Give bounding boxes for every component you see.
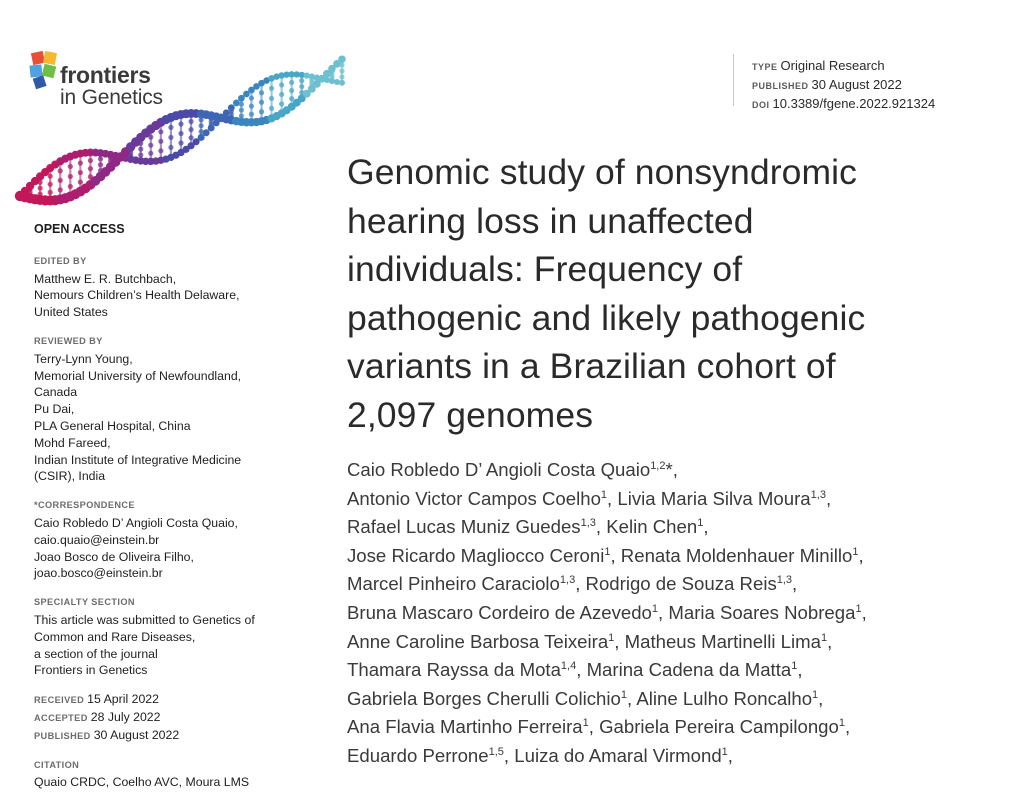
helix-dot — [259, 100, 264, 105]
helix-dot — [339, 68, 344, 73]
author-name[interactable]: Thamara Rayssa da Mota — [347, 659, 561, 681]
helix-dot — [158, 129, 163, 134]
author-separator: , — [627, 687, 637, 709]
author-row — [347, 599, 867, 628]
author-name[interactable]: Kelin Chen — [606, 516, 698, 538]
corresponding-author-mark: * — [665, 459, 673, 480]
helix-dot — [148, 143, 153, 148]
author-name[interactable]: Gabriela Borges Cherulli Colichio — [347, 687, 621, 709]
helix-dot — [279, 82, 284, 87]
author-separator: , — [858, 544, 864, 566]
author-affiliation: 1,3 — [810, 488, 826, 501]
citation-section: CITATION Quaio CRDC, Coelho AVC, Moura LMS — [34, 759, 250, 790]
author-affiliation: 1 — [852, 545, 859, 558]
title-line: variants in a Brazilian cohort of — [347, 346, 836, 386]
helix-dot — [228, 104, 235, 111]
author-row — [347, 570, 867, 599]
helix-dot — [78, 170, 83, 175]
author-separator: , — [575, 573, 586, 595]
helix-dot — [68, 184, 73, 189]
author-name[interactable]: Bruna Mascaro Cordeiro de Azevedo — [347, 601, 652, 623]
article-doi[interactable]: DOI 10.3389/fgene.2022.921324 — [752, 96, 936, 111]
meta-divider — [733, 54, 734, 106]
author-separator: , — [658, 601, 669, 623]
helix-dot — [38, 186, 43, 191]
article-title — [347, 148, 987, 439]
helix-dot — [339, 63, 344, 68]
author-affiliation: 1,2 — [650, 460, 666, 472]
email-link[interactable]: joao.bosco@einstein.br — [34, 566, 163, 581]
author-affiliation: 1 — [604, 545, 611, 558]
helix-dot — [178, 121, 183, 126]
author-name[interactable]: Jose Ricardo Magliocco Ceroni — [347, 544, 605, 566]
article-published: PUBLISHED 30 August 2022 — [752, 77, 902, 92]
author-row — [347, 628, 867, 657]
title-line: hearing loss in unaffected — [347, 200, 754, 241]
published-date: PUBLISHED 30 August 2022 — [34, 727, 180, 742]
helix-dot — [299, 78, 304, 83]
author-row — [347, 656, 867, 685]
helix-dot — [138, 147, 143, 152]
helix-dot — [188, 127, 193, 132]
frontiers-cube-icon — [29, 51, 57, 89]
author-affiliation: 1,3 — [580, 517, 596, 530]
author-name[interactable]: Gabriela Pereira Campilongo — [599, 716, 839, 738]
author-name[interactable]: Antonio Victor Campos Coelho — [347, 487, 601, 509]
author-affiliation: 1,5 — [488, 745, 504, 758]
title-line: 2,097 genomes — [347, 394, 594, 435]
journal-logo — [14, 46, 350, 208]
helix-dot — [138, 152, 143, 157]
author-affiliation: 1 — [855, 602, 862, 615]
author-name[interactable]: Luiza do Amaral Virmond — [514, 744, 722, 766]
author-affiliation: 1,3 — [559, 574, 576, 587]
helix-dot — [289, 88, 294, 93]
helix-dot — [329, 78, 335, 84]
author-separator: , — [703, 516, 709, 538]
helix-dot — [68, 164, 73, 169]
helix-dot — [98, 162, 103, 167]
helix-dot — [58, 187, 63, 192]
author-affiliation: 1,4 — [560, 660, 577, 673]
author-affiliation: 1 — [697, 517, 704, 530]
author-name[interactable]: Livia Maria Silva Moura — [617, 487, 811, 509]
helix-dot — [233, 100, 240, 107]
helix-dot — [289, 80, 294, 85]
helix-dot — [239, 107, 244, 112]
author-row — [347, 456, 867, 485]
author-separator: , — [614, 630, 625, 652]
helix-dot — [334, 79, 340, 85]
dates-section — [34, 691, 289, 744]
author-row — [347, 742, 867, 771]
author-separator: , — [827, 630, 833, 652]
author-name[interactable]: Marcel Pinheiro Caraciolo — [347, 573, 560, 595]
helix-dot — [339, 80, 345, 86]
author-separator: , — [825, 487, 832, 509]
article-meta — [752, 57, 935, 114]
author-list — [347, 456, 867, 771]
journal-name: in Genetics — [60, 86, 163, 109]
helix-dot — [48, 174, 53, 179]
title-line: individuals: Frequency of — [347, 249, 743, 289]
author-separator: , — [595, 516, 607, 538]
author-affiliation: 1 — [600, 488, 608, 501]
author-affiliation: 1 — [838, 717, 845, 730]
helix-dot — [279, 92, 284, 97]
helix-dot — [259, 109, 264, 114]
helix-dot — [78, 179, 83, 184]
author-name[interactable]: Ana Flavia Martinho Ferreira — [347, 716, 583, 738]
helix-dot — [208, 124, 215, 131]
helix-dot — [168, 135, 173, 140]
email-link[interactable]: caio.quaio@einstein.br — [34, 532, 160, 547]
helix-dot — [88, 166, 93, 171]
author-row — [347, 713, 867, 742]
author-affiliation: 1 — [721, 745, 728, 758]
author-row — [347, 513, 867, 542]
helix-dot — [178, 131, 183, 136]
author-name[interactable]: Eduardo Perrone — [347, 744, 489, 766]
helix-dot — [58, 178, 63, 183]
helix-dot — [249, 112, 254, 117]
helix-dot — [269, 86, 274, 91]
accepted-date: ACCEPTED 28 July 2022 — [34, 709, 161, 724]
helix-dot — [339, 74, 344, 79]
author-name[interactable]: Renata Moldenhauer Minillo — [620, 544, 853, 566]
author-affiliation: 1 — [651, 602, 659, 615]
author-separator: , — [588, 716, 600, 738]
helix-dot — [158, 139, 163, 144]
helix-dot — [269, 96, 274, 101]
helix-dot — [98, 156, 103, 161]
author-row — [347, 685, 867, 714]
author-affiliation: 1 — [608, 631, 615, 644]
author-name[interactable]: Rafael Lucas Muniz Guedes — [347, 516, 581, 538]
author-name[interactable]: Rodrigo de Souza Reis — [585, 573, 777, 595]
helix-dot — [249, 95, 254, 100]
helix-dot — [188, 119, 193, 124]
correspondence-section: *CORRESPONDENCE Caio Robledo D’ Angioli Costa Quaio, caio.quaio@einstein.br Joao Bosco de Oliveira Filho, joao.bosco@einstein.br — [34, 497, 289, 582]
helix-dot — [188, 135, 193, 140]
article-sidebar — [34, 218, 289, 803]
specialty-section: SPECIALTY SECTION This article was submitted to Genetics of Common and Rare Diseases, a section of the journal Frontiers in Genetics — [34, 597, 255, 678]
author-separator: , — [792, 573, 798, 595]
author-separator: , — [861, 601, 867, 623]
author-name[interactable]: Caio Robledo D’ Angioli Costa Quaio — [347, 459, 651, 480]
title-line: Genomic study of nonsyndromic — [347, 152, 857, 192]
helix-dot — [324, 77, 330, 83]
author-name[interactable]: Anne Caroline Barbosa Teixeira — [347, 630, 609, 652]
author-affiliation: 1 — [791, 660, 798, 673]
author-affiliation: 1 — [582, 717, 589, 730]
received-date: RECEIVED 15 April 2022 — [34, 692, 159, 707]
edited-by-section: EDITED BY Matthew E. R. Butchbach, Nemours Children’s Health Delaware, United States — [34, 255, 240, 320]
author-row — [347, 485, 867, 514]
reviewed-by-section: REVIEWED BY Terry-Lynn Young, Memorial University of Newfoundland, Canada Pu Dai, PLA General Hospital, China Mohd Fareed, Indian Institute of Integrative Medicine (CSIR), India — [34, 335, 242, 484]
helix-dot — [168, 145, 173, 150]
helix-dot — [168, 125, 173, 130]
helix-dot — [269, 106, 274, 111]
author-affiliation: 1,3 — [776, 574, 793, 587]
helix-dot — [148, 151, 153, 156]
author-separator: , — [844, 716, 851, 738]
helix-dot — [299, 84, 304, 89]
article-type: TYPE Original Research — [752, 58, 885, 73]
author-affiliation: 1 — [812, 688, 819, 701]
helix-dot — [279, 101, 284, 106]
author-name[interactable]: Maria Soares Nobrega — [668, 601, 856, 623]
helix-dot — [88, 158, 93, 163]
publisher-name: frontiers — [60, 62, 151, 88]
author-separator: , — [797, 659, 803, 681]
open-access-label: OPEN ACCESS — [34, 222, 125, 236]
author-name[interactable]: Aline Lulho Roncalho — [636, 687, 813, 709]
helix-dot — [68, 174, 73, 179]
helix-dot — [178, 140, 183, 145]
helix-dot — [48, 182, 53, 187]
helix-dot — [148, 135, 153, 140]
author-separator: , — [503, 744, 515, 766]
helix-dot — [249, 104, 254, 109]
helix-dot — [199, 123, 204, 128]
helix-dot — [223, 109, 230, 116]
author-name[interactable]: Matheus Martinelli Lima — [624, 630, 821, 652]
author-separator: , — [818, 687, 824, 709]
helix-dot — [58, 168, 63, 173]
helix-dot — [239, 102, 244, 107]
helix-dot — [203, 129, 210, 136]
title-line: pathogenic and likely pathogenic — [347, 297, 866, 338]
helix-dot — [78, 160, 83, 165]
author-separator: , — [576, 659, 587, 681]
author-name[interactable]: Marina Cadena da Matta — [586, 659, 792, 681]
author-affiliation: 1 — [620, 688, 627, 701]
author-separator: , — [610, 544, 621, 566]
author-separator: , — [727, 744, 733, 766]
author-separator: , — [672, 459, 678, 480]
helix-dot — [158, 148, 163, 153]
author-separator: , — [607, 487, 618, 509]
helix-dot — [338, 55, 346, 63]
helix-dot — [259, 90, 264, 95]
author-row — [347, 542, 867, 571]
author-affiliation: 1 — [820, 631, 828, 644]
helix-dot — [48, 190, 53, 195]
